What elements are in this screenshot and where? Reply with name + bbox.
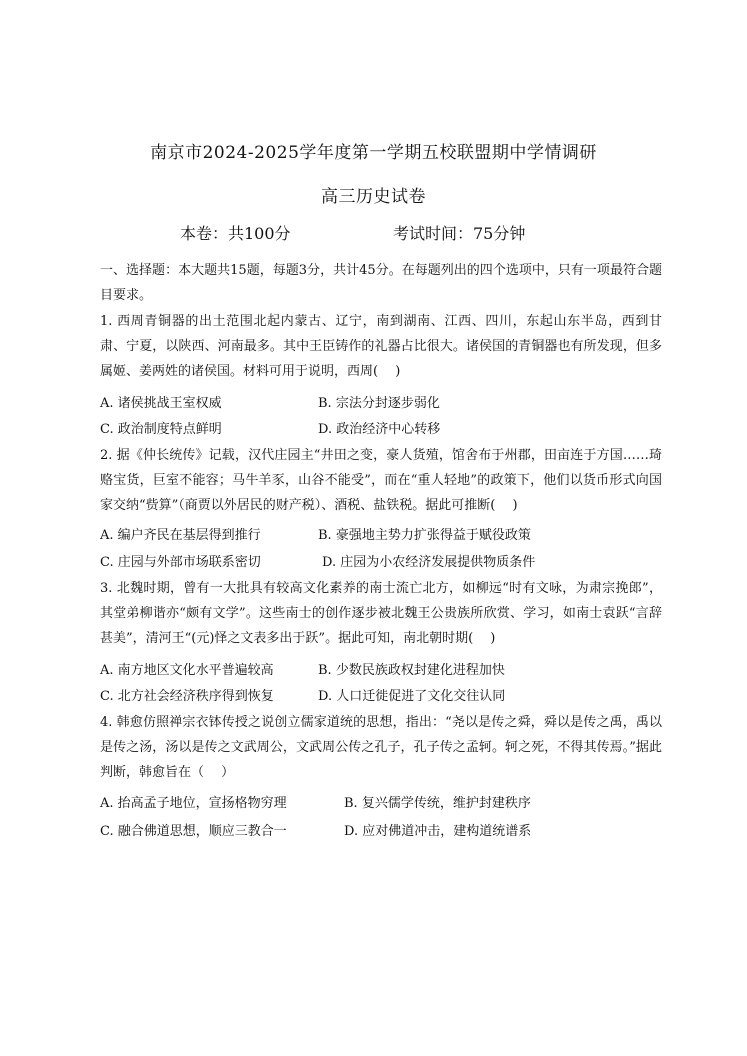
- section-instructions: 一、选择题：本大题共15题，每题3分，共计45分。在每题列出的四个选项中，只有一项最符合题目要求。: [100, 263, 662, 303]
- question-4-option-a[interactable]: A. 抬高孟子地位，宣扬格物穷理: [100, 796, 287, 811]
- exam-title: 南京市2024-2025学年度第一学期五校联盟期中学情调研: [150, 143, 597, 163]
- question-4-option-b[interactable]: B. 复兴儒学传统，维护封建秩序: [344, 796, 531, 811]
- question-3-option-d[interactable]: D. 人口迁徙促进了文化交往认同: [318, 689, 506, 704]
- question-3-option-c[interactable]: C. 北方社会经济秩序得到恢复: [100, 689, 274, 704]
- total-score: 本卷：共100分: [180, 224, 291, 243]
- exam-time: 考试时间：75分钟: [393, 224, 526, 243]
- question-4-stem: 4. 韩愈仿照禅宗衣钵传授之说创立儒家道统的思想，指出：“尧以是传之舜，舜以是传之禹，禹以是传之汤，汤以是传之文武周公，文武周公传之孔子，孔子传之孟轲。轲之死，不得其传焉。”据此判断，韩愈旨在（ ）: [100, 715, 662, 780]
- exam-subtitle: 高三历史试卷: [321, 187, 426, 207]
- question-4-option-c[interactable]: C. 融合佛道思想，顺应三教合一: [100, 824, 287, 839]
- question-4-option-d[interactable]: D. 应对佛道冲击，建构道统谱系: [344, 824, 532, 839]
- question-2-stem: 2. 据《仲长统传》记载，汉代庄园主“井田之变，豪人货殖，馆舍布于州郡，田亩连于方国……琦赂宝货，巨室不能容；马牛羊豕，山谷不能受”，而在“重人轻地”的政策下，他们以货币形式向国家交纳“赀算”（商贾以外居民的财产税）、酒税、盐铁税。据此可推断( ): [100, 448, 662, 513]
- question-3-option-a[interactable]: A. 南方地区文化水平普遍较高: [100, 663, 274, 678]
- question-1-stem: 1. 西周青铜器的出土范围北起内蒙古、辽宁，南到湖南、江西、四川，东起山东半岛，西到甘肃、宁夏，以陕西、河南最多。其中王臣铸作的礼器占比很大。诸侯国的青铜器也有所发现，但多属姬、姜两姓的诸侯国。材料可用于说明，西周( ): [100, 314, 662, 379]
- question-3-option-b[interactable]: B. 少数民族政权封建化进程加快: [318, 663, 505, 678]
- question-3-stem: 3. 北魏时期，曾有一大批具有较高文化素养的南士流亡北方，如柳远“时有文咏，为肃宗挽郎”，其堂弟柳谐亦“颇有文学”。这些南士的创作逐步被北魏王公贵族所欣赏、学习，如南士袁跃“言辞甚美”，清河王“(元)怿之文表多出于跃”。据此可知，南北朝时期( ): [100, 581, 662, 646]
- question-1-option-d[interactable]: D. 政治经济中心转移: [318, 422, 441, 437]
- question-2-option-b[interactable]: B. 豪强地主势力扩张得益于赋役政策: [318, 528, 531, 543]
- question-1-option-c[interactable]: C. 政治制度特点鲜明: [100, 422, 222, 437]
- question-1-option-b[interactable]: B. 宗法分封逐步弱化: [318, 396, 440, 411]
- question-1-option-a[interactable]: A. 诸侯挑战王室权威: [100, 396, 222, 411]
- question-2-option-a[interactable]: A. 编户齐民在基层得到推行: [100, 528, 261, 543]
- question-2-option-d[interactable]: D. 庄园为小农经济发展提供物质条件: [322, 555, 536, 570]
- question-2-option-c[interactable]: C. 庄园与外部市场联系密切: [100, 555, 261, 570]
